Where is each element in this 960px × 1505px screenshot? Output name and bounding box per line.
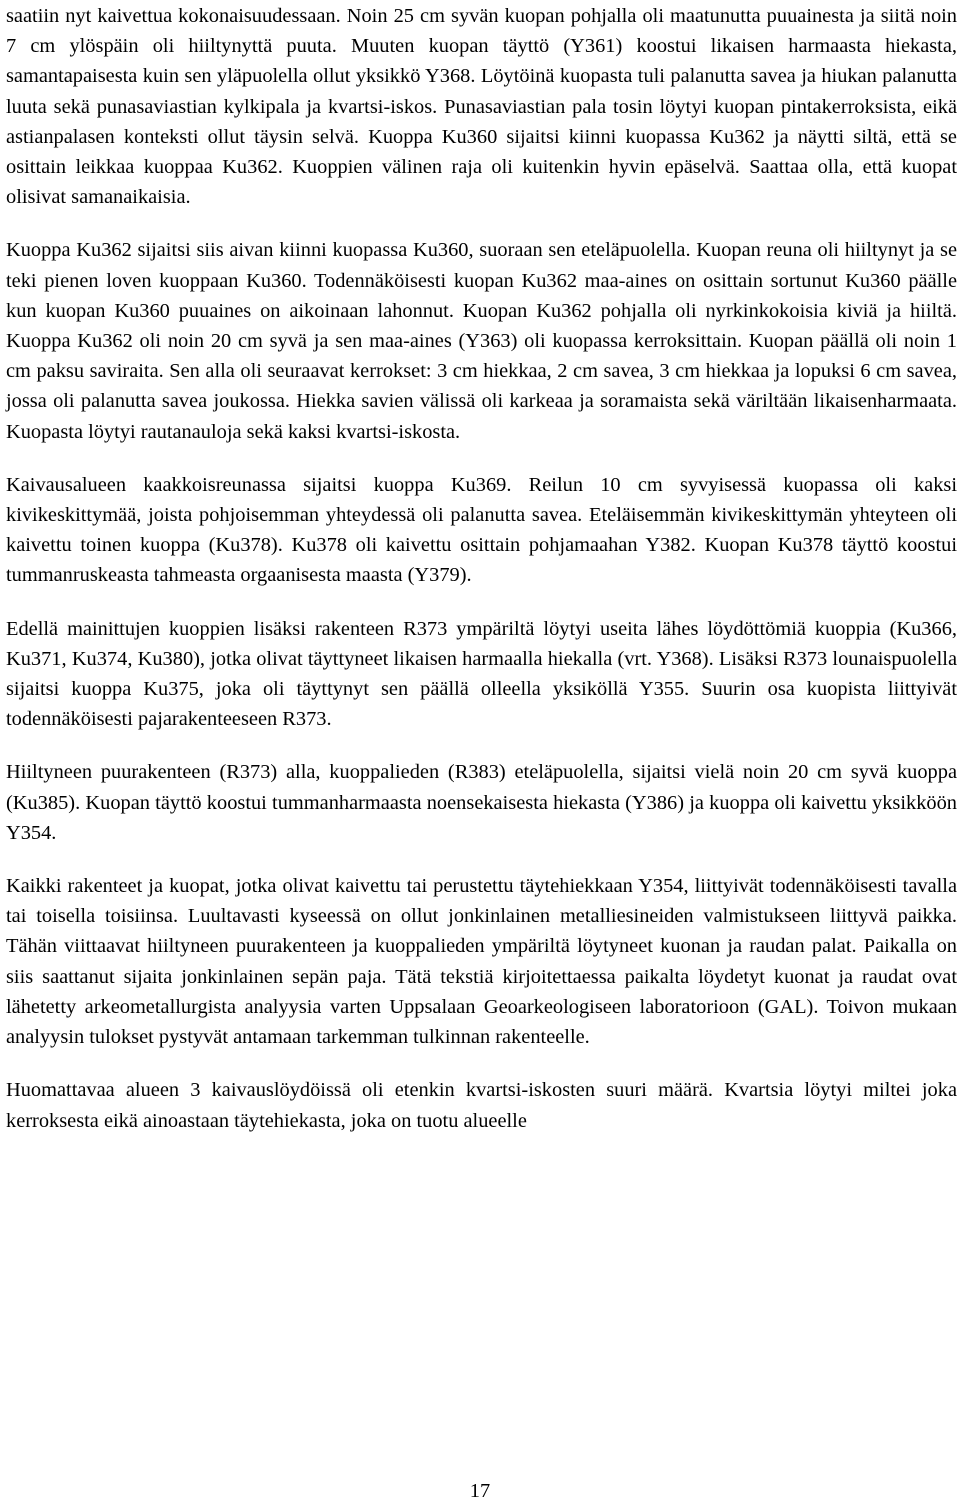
- paragraph-4: Edellä mainittujen kuoppien lisäksi rakenteen R373 ympäriltä löytyi useita lähes löydöttömiä kuoppia (Ku366, Ku371, Ku374, Ku380), jotka olivat täyttyneet likaisen harmaalla hiekalla (vrt. Y368). Lisäksi R373 lounaispuolella sijaitsi kuoppa Ku375, joka oli täyttynyt sen päällä olleella yksiköllä Y355. Suurin osa kuopista liittyivät todennäköisesti pajarakenteeseen R373.: [6, 617, 957, 731]
- paragraph-5: Hiiltyneen puurakenteen (R373) alla, kuoppalieden (R383) eteläpuolella, sijaitsi vielä noin 20 cm syvä kuoppa (Ku385). Kuopan täyttö koostui tummanharmaasta noensekaisesta hiekasta (Y386) ja kuoppa oli kaivettu yksikköön Y354.: [6, 761, 957, 844]
- paragraph-7: Huomattavaa alueen 3 kaivauslöydöissä oli etenkin kvartsi-iskosten suuri määrä. Kvartsia löytyi miltei joka kerroksesta eikä ainoastaan täytehiekasta, joka on tuotu alueelle: [6, 1079, 957, 1132]
- page-number: 17: [469, 1480, 491, 1502]
- paragraph-3: Kaivausalueen kaakkoisreunassa sijaitsi kuoppa Ku369. Reilun 10 cm syvyisessä kuopassa oli kaksi kivikeskittymää, joista pohjoisemman yhteydessä oli palanutta savea. Eteläisemmän kivikeskittymän yhteyteen oli kaivettu toinen kuoppa (Ku378). Ku378 oli kaivettu osittain pohjamaahan Y382. Kuopan Ku378 täyttö koostui tummanruskeasta tahmeasta orgaanisesta maasta (Y379).: [6, 473, 957, 587]
- paragraph-2: Kuoppa Ku362 sijaitsi siis aivan kiinni kuopassa Ku360, suoraan sen eteläpuolella. Kuopan reuna oli hiiltynyt ja se teki pienen loven kuoppaan Ku360. Todennäköisesti kuopan Ku362 maa-aines on osittain sortunut Ku360 päälle kun kuopan Ku360 puuaines on aikoinaan lahonnut. Kuopan Ku362 pohjalla oli nyrkinkokoisia kiviä ja hiiltä. Kuoppa Ku362 oli noin 20 cm syvä ja sen maa-aines (Y363) oli kuopassa kerroksittain. Kuopan päällä oli noin 1 cm paksu saviraita. Sen alla oli seuraavat kerrokset: 3 cm hiekkaa, 2 cm savea, 3 cm hiekkaa ja lopuksi 6 cm savea, jossa oli palanutta savea joukossa. Hiekka savien välissä oli karkeaa ja soramaista sekä väriltään likaisenharmaata. Kuopasta löytyi rautanauloja sekä kaksi kvartsi-iskosta.: [6, 239, 957, 443]
- body-text: [6, 1, 957, 1159]
- paragraph-1: saatiin nyt kaivettua kokonaisuudessaan. Noin 25 cm syvän kuopan pohjalla oli maatunutta puuainesta ja siitä noin 7 cm ylöspäin oli hiiltynyttä puuta. Muuten kuopan täyttö (Y361) koostui likaisen harmaasta hiekasta, samantapaisesta kuin sen yläpuolella ollut yksikkö Y368. Löytöinä kuopasta tuli palanutta savea ja hiukan palanutta luuta sekä punasaviastian kylkipala ja kvartsi-iskos. Punasaviastian pala tosin löytyi kuopan pintakerroksista, eikä astianpalasen konteksti ollut täysin selvä. Kuoppa Ku360 sijaitsi kiinni kuopassa Ku362 ja näytti siltä, että se osittain leikkaa kuoppaa Ku362. Kuoppien välinen raja oli kuitenkin hyvin epäselvä. Saattaa olla, että kuopat olisivat samanaikaisia.: [6, 5, 957, 209]
- paragraph-6: Kaikki rakenteet ja kuopat, jotka olivat kaivettu tai perustettu täytehiekkaan Y354, liittyivät todennäköisesti tavalla tai toisella toisiinsa. Luultavasti kyseessä on ollut jonkinlainen metalliesineiden valmistukseen liittyvä paikka. Tähän viittaavat hiiltyneen puurakenteen ja kuoppalieden ympäriltä löytyneet kuonan ja raudan palat. Paikalla on siis saattanut sijaita jonkinlainen sepän paja. Tätä tekstiä kirjoitettaessa paikalta löydetyt kuonat ja raudat ovat lähetetty arkeometallurgista analyysia varten Uppsalaan Geoarkeologiseen laboratorioon (GAL). Toivon mukaan analyysin tulokset pystyvät antamaan tarkemman tulkinnan rakenteelle.: [6, 875, 957, 1049]
